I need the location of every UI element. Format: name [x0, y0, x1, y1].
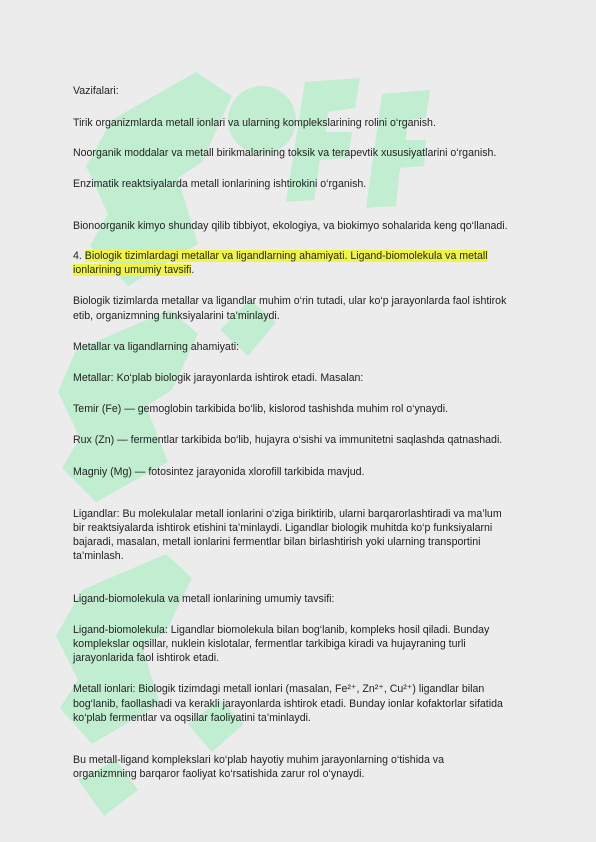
heading-period: .	[191, 264, 195, 277]
conclusion-line-1: Bu metall-ligand komplekslari ko‘plab hayotiy muhim jarayonlarning o‘tishida va	[73, 754, 444, 767]
paragraph-task-1: Tirik organizmlarda metall ionlari va ularning komplekslarining rolini o‘rganish.	[73, 117, 436, 130]
paragraph-task-3: Enzimatik reaktsiyalarda metall ionlarining ishtirokini o‘rganish.	[73, 177, 367, 190]
ligands-line-1: Ligandlar: Bu molekulalar metall ionlarini o‘ziga biriktirib, ularni barqarorlashtiradi va ma’lum	[73, 507, 502, 520]
paragraph-intro	[73, 294, 533, 322]
intro-line-2: etib, organizmning funksiyalarini ta’minlaydi.	[73, 309, 280, 322]
section-number: 4.	[73, 250, 85, 263]
paragraph-conclusion	[73, 753, 533, 781]
highlighted-heading-line-1: Biologik tizimlardagi metallar va ligandlarning ahamiyati. Ligand-biomolekula va metall	[84, 250, 488, 263]
paragraph-metals: Metallar: Ko‘plab biologik jarayonlarda ishtirok etadi. Masalan:	[73, 372, 364, 385]
paragraph-zinc: Rux (Zn) — fermentlar tarkibida bo‘lib, hujayra o‘sishi va immunitetni saqlashda qatnashadi.	[73, 434, 503, 447]
intro-line-1: Biologik tizimlarda metallar va ligandlar muhim o‘rin tutadi, ular ko‘p jarayonlarda faol ishtirok	[73, 295, 507, 308]
ligand-biomolecule-line-2: komplekslar oqsillar, nuklein kislotalar, fermentlar tarkibiga kiradi va hujayraning turli	[73, 638, 466, 651]
section-heading-4	[73, 249, 533, 277]
paragraph-iron: Temir (Fe) — gemoglobin tarkibida bo‘lib, kislorod tashishda muhim rol o‘ynaydi.	[73, 403, 449, 416]
ligands-line-4: ta’minlash.	[73, 550, 124, 563]
metal-ions-line-2: bog‘lanib, faollashadi va kerakli jarayonlarda ishtirok etadi. Bunday ionlar kofaktorlar sifatida	[73, 697, 503, 710]
ligands-line-3: bajaradi, masalan, metall ionlarini fermentlar bilan birlashtirish yoki ularning transportini	[73, 536, 481, 549]
ligands-line-2: bir reaktsiyalarda ishtirok etishini ta’minlaydi. Ligandlar biologik muhitda ko‘p funksiyalarni	[73, 522, 493, 535]
paragraph-general-description-heading: Ligand-biomolekula va metall ionlarining umumiy tavsifi:	[73, 592, 335, 605]
metal-ions-line-1: Metall ionlari: Biologik tizimdagi metall ionlari (masalan, Fe²⁺, Zn²⁺, Cu²⁺) ligandlar bilan	[73, 683, 485, 696]
paragraph-magnesium: Magniy (Mg) — fotosintez jarayonida xlorofill tarkibida mavjud.	[73, 465, 365, 478]
conclusion-line-2: organizmning barqaror faoliyat ko‘rsatishida zarur rol o‘ynaydi.	[73, 768, 365, 781]
paragraph-ligand-biomolecule	[73, 623, 533, 666]
ligand-biomolecule-line-1: Ligand-biomolekula: Ligandlar biomolekula bilan bog‘lanib, kompleks hosil qiladi. Bunday	[73, 623, 490, 636]
paragraph-metal-ions	[73, 682, 533, 725]
paragraph-summary: Bionoorganik kimyo shunday qilib tibbiyot, ekologiya, va biokimyo sohalarida keng qo‘llanadi.	[73, 219, 508, 232]
highlighted-heading-line-2: ionlarining umumiy tavsifi	[73, 264, 192, 277]
metal-ions-line-3: ko‘plab fermentlar va oqsillar faoliyatini ta’minlaydi.	[73, 711, 311, 724]
ligand-biomolecule-line-3: jarayonlarida faol ishtirok etadi.	[73, 652, 220, 665]
paragraph-task-2: Noorganik moddalar va metall birikmalarining toksik va terapevtik xususiyatlarini o‘rganish.	[73, 147, 497, 160]
document-body	[73, 84, 533, 781]
paragraph-importance-heading: Metallar va ligandlarning ahamiyati:	[73, 340, 240, 353]
paragraph-vazifalari: Vazifalari:	[73, 85, 119, 97]
paragraph-ligands	[73, 507, 533, 564]
